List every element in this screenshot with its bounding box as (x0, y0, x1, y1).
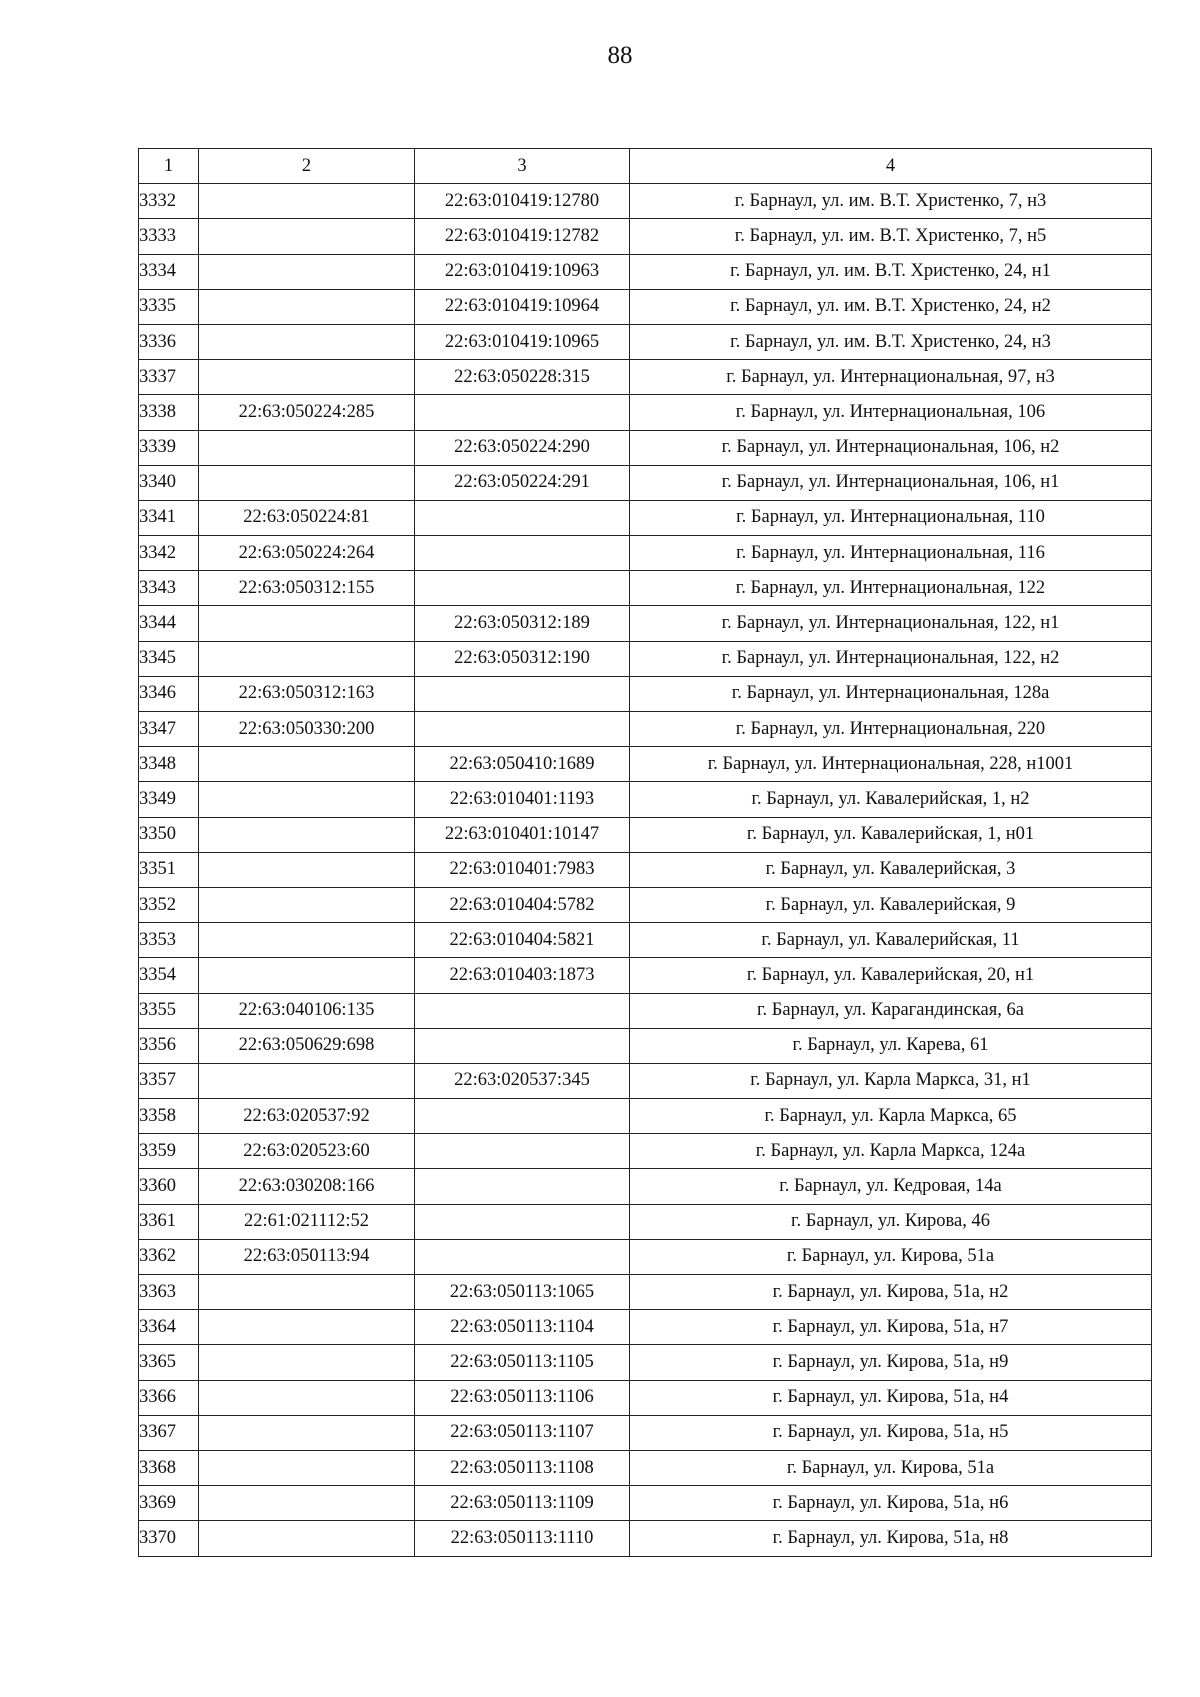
cadastral-number-cell (199, 360, 415, 395)
table-row (139, 1521, 1152, 1556)
cadastral-number-cell: 22:63:020523:60 (199, 1134, 415, 1169)
table-row (139, 606, 1152, 641)
address-cell: г. Барнаул, ул. Интернациональная, 122, н2 (630, 641, 1152, 676)
premises-cadastral-number-cell (415, 395, 630, 430)
table-row (139, 324, 1152, 359)
address-cell: г. Барнаул, ул. Кирова, 51а, н2 (630, 1275, 1152, 1310)
cadastral-number-cell: 22:63:050312:155 (199, 571, 415, 606)
row-number-cell: 3341 (139, 500, 199, 535)
row-number-cell: 3334 (139, 254, 199, 289)
row-number-cell: 3344 (139, 606, 199, 641)
premises-cadastral-number-cell (415, 676, 630, 711)
premises-cadastral-number-cell (415, 536, 630, 571)
row-number-cell: 3333 (139, 219, 199, 254)
row-number-cell: 3332 (139, 184, 199, 219)
address-cell: г. Барнаул, ул. Интернациональная, 122 (630, 571, 1152, 606)
cadastral-number-cell (199, 1415, 415, 1450)
table-row (139, 1099, 1152, 1134)
address-cell: г. Барнаул, ул. Кавалерийская, 1, н01 (630, 817, 1152, 852)
table-row (139, 395, 1152, 430)
address-cell: г. Барнаул, ул. Карева, 61 (630, 1028, 1152, 1063)
address-cell: г. Барнаул, ул. Интернациональная, 110 (630, 500, 1152, 535)
address-cell: г. Барнаул, ул. им. В.Т. Христенко, 24, н1 (630, 254, 1152, 289)
premises-cadastral-number-cell: 22:63:050113:1109 (415, 1486, 630, 1521)
row-number-cell: 3345 (139, 641, 199, 676)
row-number-cell: 3352 (139, 887, 199, 922)
premises-cadastral-number-cell: 22:63:050228:315 (415, 360, 630, 395)
column-header-1: 1 (139, 149, 199, 184)
row-number-cell: 3342 (139, 536, 199, 571)
address-cell: г. Барнаул, ул. Кавалерийская, 20, н1 (630, 958, 1152, 993)
address-cell: г. Барнаул, ул. Карагандинская, 6а (630, 993, 1152, 1028)
address-cell: г. Барнаул, ул. Кирова, 51а, н8 (630, 1521, 1152, 1556)
premises-cadastral-number-cell (415, 1204, 630, 1239)
row-number-cell: 3362 (139, 1239, 199, 1274)
address-cell: г. Барнаул, ул. Карла Маркса, 31, н1 (630, 1063, 1152, 1098)
cadastral-number-cell: 22:61:021112:52 (199, 1204, 415, 1239)
cadastral-number-cell (199, 1310, 415, 1345)
address-cell: г. Барнаул, ул. Интернациональная, 97, н3 (630, 360, 1152, 395)
premises-cadastral-number-cell (415, 1134, 630, 1169)
premises-cadastral-number-cell (415, 993, 630, 1028)
table-row (139, 923, 1152, 958)
table-header (139, 149, 1152, 184)
premises-cadastral-number-cell (415, 712, 630, 747)
table-row (139, 852, 1152, 887)
table-row (139, 993, 1152, 1028)
table-row (139, 1028, 1152, 1063)
cadastral-number-cell (199, 958, 415, 993)
premises-cadastral-number-cell: 22:63:010419:10964 (415, 289, 630, 324)
cadastral-number-cell (199, 219, 415, 254)
address-cell: г. Барнаул, ул. Кавалерийская, 11 (630, 923, 1152, 958)
row-number-cell: 3369 (139, 1486, 199, 1521)
premises-cadastral-number-cell: 22:63:010419:10963 (415, 254, 630, 289)
cadastral-number-cell (199, 465, 415, 500)
table-row (139, 430, 1152, 465)
column-header-3: 3 (415, 149, 630, 184)
address-cell: г. Барнаул, ул. Кирова, 51а, н5 (630, 1415, 1152, 1450)
row-number-cell: 3346 (139, 676, 199, 711)
address-cell: г. Барнаул, ул. Кавалерийская, 3 (630, 852, 1152, 887)
row-number-cell: 3353 (139, 923, 199, 958)
premises-cadastral-number-cell: 22:63:010401:1193 (415, 782, 630, 817)
row-number-cell: 3339 (139, 430, 199, 465)
table-row (139, 289, 1152, 324)
premises-cadastral-number-cell: 22:63:010419:12780 (415, 184, 630, 219)
cadastral-number-cell: 22:63:050312:163 (199, 676, 415, 711)
row-number-cell: 3349 (139, 782, 199, 817)
row-number-cell: 3358 (139, 1099, 199, 1134)
address-cell: г. Барнаул, ул. Карла Маркса, 124а (630, 1134, 1152, 1169)
row-number-cell: 3335 (139, 289, 199, 324)
premises-cadastral-number-cell (415, 1099, 630, 1134)
table-row (139, 571, 1152, 606)
table-row (139, 536, 1152, 571)
row-number-cell: 3366 (139, 1380, 199, 1415)
row-number-cell: 3351 (139, 852, 199, 887)
cadastral-number-cell (199, 254, 415, 289)
premises-cadastral-number-cell: 22:63:050224:291 (415, 465, 630, 500)
address-cell: г. Барнаул, ул. Интернациональная, 106 (630, 395, 1152, 430)
cadastral-number-cell (199, 747, 415, 782)
table-row (139, 1169, 1152, 1204)
table-row (139, 360, 1152, 395)
table-row (139, 676, 1152, 711)
row-number-cell: 3365 (139, 1345, 199, 1380)
cadastral-number-cell (199, 852, 415, 887)
cadastral-number-cell: 22:63:050629:698 (199, 1028, 415, 1063)
premises-cadastral-number-cell (415, 1169, 630, 1204)
row-number-cell: 3347 (139, 712, 199, 747)
cadastral-number-cell (199, 641, 415, 676)
cadastral-number-cell (199, 1450, 415, 1485)
address-cell: г. Барнаул, ул. Кирова, 51а (630, 1239, 1152, 1274)
header-row (139, 149, 1152, 184)
cadastral-number-cell (199, 1521, 415, 1556)
premises-cadastral-number-cell: 22:63:050312:190 (415, 641, 630, 676)
table-row (139, 1450, 1152, 1485)
premises-cadastral-number-cell: 22:63:010419:12782 (415, 219, 630, 254)
row-number-cell: 3370 (139, 1521, 199, 1556)
premises-cadastral-number-cell: 22:63:050113:1106 (415, 1380, 630, 1415)
cadastral-number-cell: 22:63:050113:94 (199, 1239, 415, 1274)
cadastral-number-cell: 22:63:030208:166 (199, 1169, 415, 1204)
table-row (139, 1204, 1152, 1239)
address-cell: г. Барнаул, ул. Кавалерийская, 9 (630, 887, 1152, 922)
premises-cadastral-number-cell: 22:63:010403:1873 (415, 958, 630, 993)
address-cell: г. Барнаул, ул. Интернациональная, 220 (630, 712, 1152, 747)
table-row (139, 817, 1152, 852)
premises-cadastral-number-cell: 22:63:050410:1689 (415, 747, 630, 782)
premises-cadastral-number-cell: 22:63:050113:1105 (415, 1345, 630, 1380)
table-row (139, 184, 1152, 219)
premises-cadastral-number-cell (415, 1028, 630, 1063)
premises-cadastral-number-cell: 22:63:050113:1110 (415, 1521, 630, 1556)
table-row (139, 958, 1152, 993)
cadastral-number-cell (199, 1275, 415, 1310)
cadastral-number-cell (199, 1486, 415, 1521)
premises-cadastral-number-cell: 22:63:010419:10965 (415, 324, 630, 359)
row-number-cell: 3363 (139, 1275, 199, 1310)
table-row (139, 1310, 1152, 1345)
cadastral-number-cell (199, 184, 415, 219)
row-number-cell: 3364 (139, 1310, 199, 1345)
column-header-2: 2 (199, 149, 415, 184)
table-row (139, 219, 1152, 254)
cadastral-number-cell (199, 1063, 415, 1098)
cadastral-number-cell (199, 289, 415, 324)
address-cell: г. Барнаул, ул. Кирова, 51а, н6 (630, 1486, 1152, 1521)
premises-cadastral-number-cell: 22:63:050312:189 (415, 606, 630, 641)
table-row (139, 1345, 1152, 1380)
address-cell: г. Барнаул, ул. им. В.Т. Христенко, 7, н3 (630, 184, 1152, 219)
cadastral-number-cell (199, 430, 415, 465)
row-number-cell: 3356 (139, 1028, 199, 1063)
table-row (139, 254, 1152, 289)
cadastral-number-cell (199, 923, 415, 958)
address-cell: г. Барнаул, ул. Интернациональная, 128а (630, 676, 1152, 711)
address-cell: г. Барнаул, ул. Кирова, 51а, н4 (630, 1380, 1152, 1415)
premises-cadastral-number-cell (415, 1239, 630, 1274)
row-number-cell: 3340 (139, 465, 199, 500)
row-number-cell: 3367 (139, 1415, 199, 1450)
cadastral-number-cell (199, 606, 415, 641)
premises-cadastral-number-cell: 22:63:010404:5782 (415, 887, 630, 922)
row-number-cell: 3336 (139, 324, 199, 359)
row-number-cell: 3361 (139, 1204, 199, 1239)
premises-cadastral-number-cell: 22:63:010401:7983 (415, 852, 630, 887)
row-number-cell: 3343 (139, 571, 199, 606)
cadastral-number-cell (199, 782, 415, 817)
cadastral-number-cell: 22:63:050224:264 (199, 536, 415, 571)
cadastral-number-cell (199, 324, 415, 359)
address-cell: г. Барнаул, ул. им. В.Т. Христенко, 24, н3 (630, 324, 1152, 359)
table-row (139, 500, 1152, 535)
row-number-cell: 3354 (139, 958, 199, 993)
premises-cadastral-number-cell: 22:63:050113:1107 (415, 1415, 630, 1450)
premises-cadastral-number-cell: 22:63:050113:1104 (415, 1310, 630, 1345)
address-cell: г. Барнаул, ул. Интернациональная, 116 (630, 536, 1152, 571)
address-cell: г. Барнаул, ул. им. В.Т. Христенко, 7, н5 (630, 219, 1152, 254)
row-number-cell: 3337 (139, 360, 199, 395)
premises-cadastral-number-cell: 22:63:050113:1108 (415, 1450, 630, 1485)
row-number-cell: 3355 (139, 993, 199, 1028)
address-cell: г. Барнаул, ул. Кедровая, 14а (630, 1169, 1152, 1204)
premises-cadastral-number-cell: 22:63:050224:290 (415, 430, 630, 465)
cadastral-number-cell: 22:63:050224:81 (199, 500, 415, 535)
row-number-cell: 3359 (139, 1134, 199, 1169)
cadastral-number-cell (199, 1380, 415, 1415)
table-row (139, 1486, 1152, 1521)
table-row (139, 712, 1152, 747)
table-row (139, 1063, 1152, 1098)
table-row (139, 782, 1152, 817)
address-cell: г. Барнаул, ул. им. В.Т. Христенко, 24, н2 (630, 289, 1152, 324)
cadastral-number-cell: 22:63:050224:285 (199, 395, 415, 430)
row-number-cell: 3360 (139, 1169, 199, 1204)
table-row (139, 465, 1152, 500)
address-cell: г. Барнаул, ул. Интернациональная, 228, н1001 (630, 747, 1152, 782)
table-row (139, 641, 1152, 676)
page-number: 88 (607, 42, 633, 69)
row-number-cell: 3368 (139, 1450, 199, 1485)
address-cell: г. Барнаул, ул. Кирова, 51а (630, 1450, 1152, 1485)
registry-table (138, 148, 1152, 1557)
address-cell: г. Барнаул, ул. Кавалерийская, 1, н2 (630, 782, 1152, 817)
premises-cadastral-number-cell (415, 571, 630, 606)
row-number-cell: 3357 (139, 1063, 199, 1098)
premises-cadastral-number-cell: 22:63:010404:5821 (415, 923, 630, 958)
table-row (139, 1415, 1152, 1450)
row-number-cell: 3350 (139, 817, 199, 852)
table-row (139, 1275, 1152, 1310)
cadastral-number-cell: 22:63:040106:135 (199, 993, 415, 1028)
premises-cadastral-number-cell: 22:63:020537:345 (415, 1063, 630, 1098)
address-cell: г. Барнаул, ул. Кирова, 51а, н7 (630, 1310, 1152, 1345)
premises-cadastral-number-cell: 22:63:050113:1065 (415, 1275, 630, 1310)
table-row (139, 887, 1152, 922)
address-cell: г. Барнаул, ул. Кирова, 46 (630, 1204, 1152, 1239)
address-cell: г. Барнаул, ул. Кирова, 51а, н9 (630, 1345, 1152, 1380)
cadastral-number-cell (199, 887, 415, 922)
address-cell: г. Барнаул, ул. Карла Маркса, 65 (630, 1099, 1152, 1134)
cadastral-number-cell: 22:63:050330:200 (199, 712, 415, 747)
address-cell: г. Барнаул, ул. Интернациональная, 106, н1 (630, 465, 1152, 500)
premises-cadastral-number-cell (415, 500, 630, 535)
column-header-4: 4 (630, 149, 1152, 184)
row-number-cell: 3348 (139, 747, 199, 782)
table-row (139, 747, 1152, 782)
cadastral-number-cell (199, 817, 415, 852)
premises-cadastral-number-cell: 22:63:010401:10147 (415, 817, 630, 852)
table-row (139, 1134, 1152, 1169)
table-body (139, 184, 1152, 1556)
table-row (139, 1239, 1152, 1274)
address-cell: г. Барнаул, ул. Интернациональная, 122, н1 (630, 606, 1152, 641)
cadastral-number-cell: 22:63:020537:92 (199, 1099, 415, 1134)
table-row (139, 1380, 1152, 1415)
cadastral-number-cell (199, 1345, 415, 1380)
address-cell: г. Барнаул, ул. Интернациональная, 106, н2 (630, 430, 1152, 465)
row-number-cell: 3338 (139, 395, 199, 430)
